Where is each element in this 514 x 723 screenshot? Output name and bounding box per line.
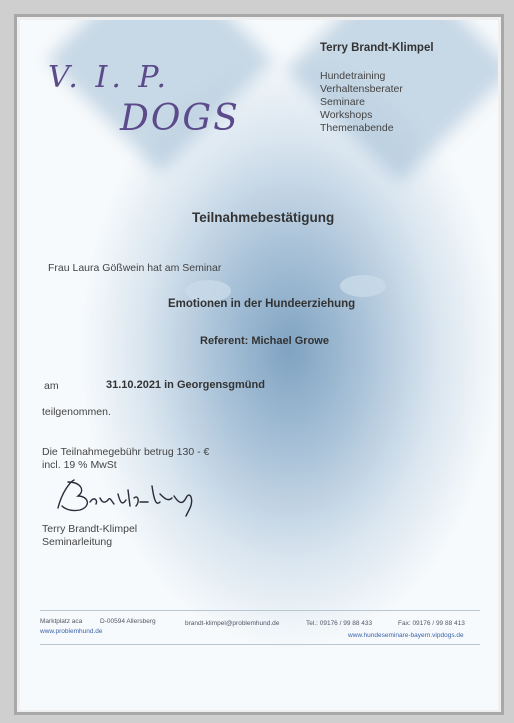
logo-dogs: DOGS	[120, 98, 240, 139]
footer-fax: Fax: 09176 / 99 88 413	[398, 620, 465, 627]
speaker-line: Referent: Michael Growe	[200, 335, 329, 347]
recipient-line: Frau Laura Gößwein hat am Seminar	[48, 262, 222, 274]
trainer-name: Terry Brandt-Klimpel	[320, 42, 434, 54]
watermark-wolf-eye-right	[340, 275, 386, 297]
footer-address: Marktplatz aca	[40, 618, 83, 625]
participated-text: teilgenommen.	[42, 406, 111, 418]
signer-role: Seminarleitung	[42, 536, 113, 548]
logo-vip: V. I. P.	[48, 60, 171, 95]
handwritten-signature	[40, 472, 210, 522]
footer-website-1: www.problemhund.de	[40, 628, 103, 635]
service-hundetraining: Hundetraining	[320, 70, 386, 82]
service-workshops: Workshops	[320, 109, 373, 121]
document-title: Teilnahmebestätigung	[192, 210, 335, 225]
certificate-paper	[20, 20, 498, 710]
fee-line-1: Die Teilnahmegebühr betrug 130 - €	[42, 446, 210, 458]
service-verhaltensberater: Verhaltensberater	[320, 83, 403, 95]
date-location: 31.10.2021 in Georgensgmünd	[106, 379, 265, 391]
fee-line-2: incl. 19 % MwSt	[42, 459, 117, 471]
footer-city: D-00594 Allersberg	[100, 618, 156, 625]
footer-tel: Tel.: 09176 / 99 88 433	[306, 620, 373, 627]
footer-website-2: www.hundeseminare-bayern.vipdogs.de	[348, 632, 464, 639]
footer-divider-bottom	[40, 644, 480, 645]
signer-name: Terry Brandt-Klimpel	[42, 523, 138, 535]
service-seminare: Seminare	[320, 96, 365, 108]
footer-email: brandt-klimpel@problemhund.de	[185, 620, 280, 627]
footer-divider-top	[40, 610, 480, 611]
watermark-wolf-ear-left	[47, 20, 273, 173]
service-themenabende: Themenabende	[320, 122, 394, 134]
seminar-title: Emotionen in der Hundeerziehung	[168, 298, 356, 310]
date-prefix: am	[44, 380, 59, 392]
